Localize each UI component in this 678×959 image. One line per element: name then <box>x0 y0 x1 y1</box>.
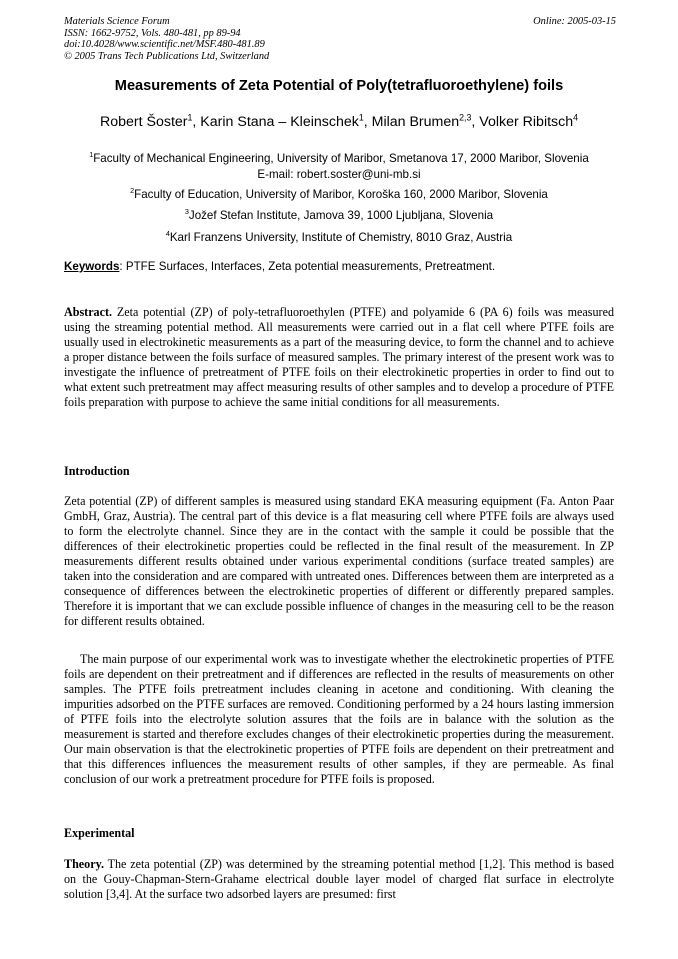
affiliation-number: 1 <box>89 150 94 160</box>
theory-text: The zeta potential (ZP) was determined by the streaming potential method [1,2]. This method is based on the Gouy-Chapman-Stern-Grahame electrical double layer model of charged flat surface in electrolyte solution [3,4]. At the surface two adsorbed layers are presumed: first <box>64 857 614 902</box>
author-name: Karin Stana – Kleinschek <box>200 114 359 130</box>
affiliation-text: Faculty of Education, University of Maribor, Koroška 160, 2000 Maribor, Slovenia <box>134 188 548 201</box>
copyright-line: © 2005 Trans Tech Publications Ltd, Switzerland <box>64 50 270 62</box>
author-name: Volker Ribitsch <box>479 114 574 130</box>
author-name: Robert Šoster <box>99 114 188 130</box>
experimental-heading: Experimental <box>64 826 135 840</box>
introduction-paragraph-1: Zeta potential (ZP) of different samples is measured using standard EKA measuring equipment (Fa. Anton Paar GmbH, Graz, Austria). The central part of this device is a flat measuring cell where PTFE foils are always used to form the electrolyte channel. Since they are in the contact with the sample it could be possible that the differences of their electrokinetic properties could be reflected in the final result of the measurement. In ZP measurements different results obtained under various experimental conditions (surface treated samples) are taken into the consideration and are compared with untreated ones. Differences between them are interpreted as a consequence of differences between the electrokinetic properties of different or differently prepared samples. Therefore it is important that we can exclude possible influence of changes in the measuring cell to be the reason for different results obtained. <box>64 494 614 629</box>
author-name: Milan Brumen <box>371 114 460 130</box>
affiliation-4 <box>30 230 648 246</box>
author-affiliation-mark: 1 <box>187 112 193 123</box>
issn-line: ISSN: 1662-9752, Vols. 480-481, pp 89-94 <box>64 27 241 39</box>
journal-header <box>64 16 269 62</box>
keywords-label: Keywords <box>64 260 120 273</box>
online-date: Online: 2005-03-15 <box>533 16 616 27</box>
email-address: E-mail: robert.soster@uni-mb.si <box>257 168 421 181</box>
journal-name: Materials Science Forum <box>64 16 170 27</box>
affiliation-2 <box>30 187 648 203</box>
author-affiliation-mark: 2,3 <box>459 112 472 123</box>
affiliation-1 <box>30 151 648 183</box>
author-affiliation-mark: 1 <box>358 112 364 123</box>
keywords-line <box>64 260 495 273</box>
affiliation-text: Karl Franzens University, Institute of Chemistry, 8010 Graz, Austria <box>169 231 513 244</box>
author-list: Robert Šoster$^1$, Karin Stana – Kleinschek$^1$, Milan Brumen$^{2,3}$, Volker Ribitsch$^4$ <box>99 112 579 130</box>
keywords-text: : PTFE Surfaces, Interfaces, Zeta potential measurements, Pretreatment. <box>119 260 496 273</box>
affiliation-text: Jožef Stefan Institute, Jamova 39, 1000 Ljubljana, Slovenia <box>188 209 494 222</box>
abstract-paragraph <box>64 305 614 410</box>
abstract-text: Zeta potential (ZP) of poly-tetrafluoroethylen (PTFE) and polyamide 6 (PA 6) foils was measured using the streaming potential method. All measurements were carried out in a flat cell where PTFE foils are usually used in electrokinetic measurements as a part of the measuring device, to form the channel and to achieve a proper distance between the foils surface of measured samples. The primary interest of the present work was to investigate the influence of pretreatment of PTFE foils on their electrokinetic properties in order to find out to what extent such pretreatment may affect measuring results of other samples and to develop a procedure of PTFE foils preparation with purpose to achieve the same initial conditions for all measurements. <box>64 305 614 410</box>
theory-paragraph <box>64 857 614 902</box>
affiliation-number: 3 <box>184 207 189 217</box>
affiliation-text: Faculty of Mechanical Engineering, University of Maribor, Smetanova 17, 2000 Maribor, Slovenia <box>93 152 589 165</box>
affiliation-number: 4 <box>165 229 170 239</box>
doi-line: doi:10.4028/www.scientific.net/MSF.480-481.89 <box>64 39 265 51</box>
introduction-paragraph-2: The main purpose of our experimental work was to investigate whether the electrokinetic properties of PTFE foils are dependent on their pretreatment and if differences are reflected in the results of measurements on other samples. The PTFE foils pretreatment includes cleaning in acetone and conditioning. With cleaning the impurities adsorbed on the PTFE surfaces are removed. Conditioning performed by a 24 hours lasting immersion of PTFE foils into the electrolyte solution assures that the foils are in balance with the solution as the measurement is started and therefore excludes changes of their electrokinetic properties during the measurement. Our main observation is that the electrokinetic properties of PTFE foils are dependent on their pretreatment and that this differences influences the measurement results of other samples, if they are permeable. As final conclusion of our work a pretreatment procedure for PTFE foils is proposed. <box>64 652 614 787</box>
abstract-label: Abstract. <box>64 305 113 319</box>
affiliation-number: 2 <box>130 186 135 196</box>
theory-label: Theory. <box>64 857 104 871</box>
introduction-heading: Introduction <box>64 464 130 478</box>
author-affiliation-mark: 4 <box>573 112 579 123</box>
affiliation-3 <box>30 208 648 224</box>
paper-title: Measurements of Zeta Potential of Poly(tetrafluoroethylene) foils <box>114 78 564 94</box>
